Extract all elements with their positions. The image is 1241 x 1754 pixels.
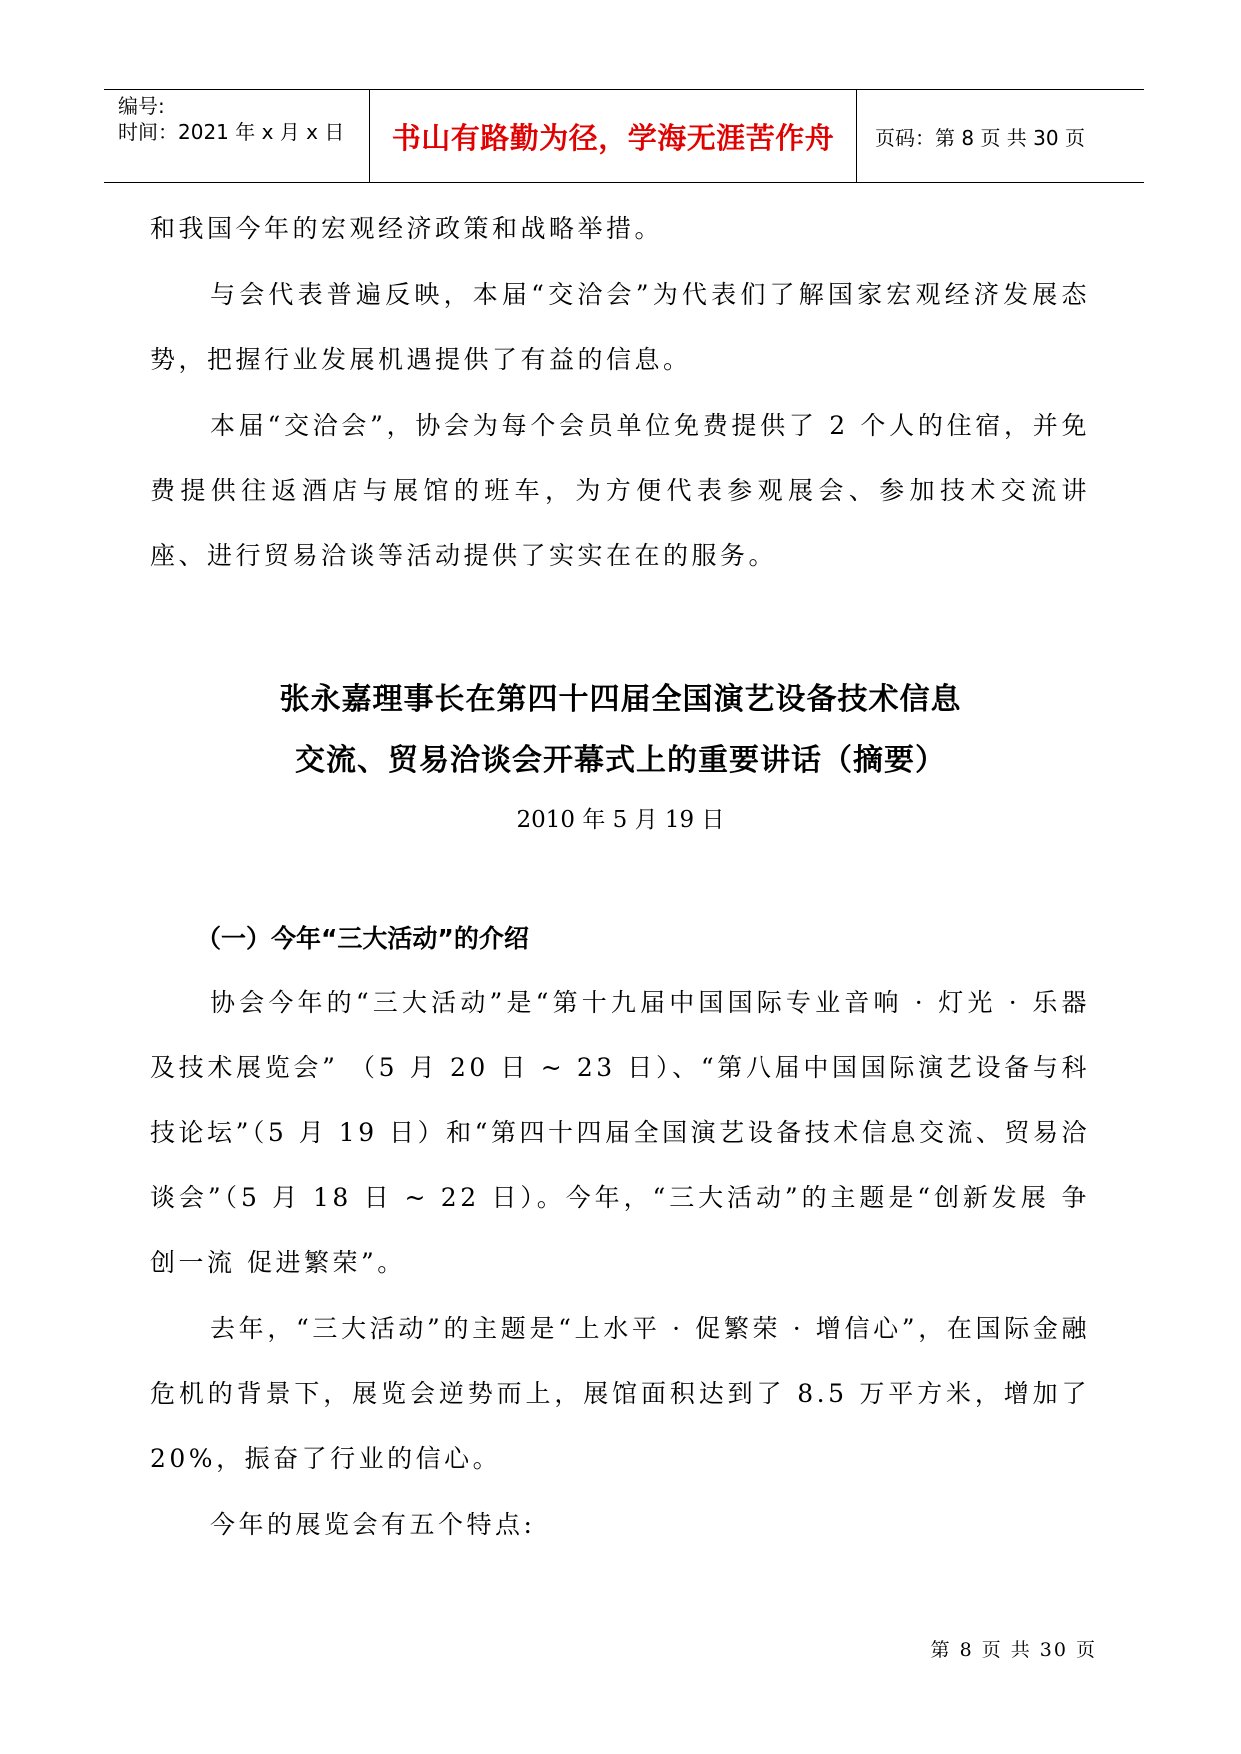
header-motto: 书山有路勤为径，学海无涯苦作舟 xyxy=(391,120,835,155)
page-footer: 第 8 页 共 30 页 xyxy=(930,1639,1097,1661)
paragraph-5: 去年，“三大活动”的主题是“上水平 · 促繁荣 · 增信心”，在国际金融危机的背景下，展览会逆势而上，展馆面积达到了 8.5 万平方米，增加了 20%，振奋了行业的信心。 xyxy=(150,1314,1090,1473)
paragraph-6: 今年的展览会有五个特点: xyxy=(210,1510,536,1539)
header-page-cell xyxy=(857,90,1144,182)
header-info-cell xyxy=(104,90,369,182)
speech-title-line-1: 张永嘉理事长在第四十四届全国演艺设备技术信息 xyxy=(279,682,962,717)
section-heading-1: （一）今年“三大活动”的介绍 xyxy=(196,924,529,953)
header-time-label: 时间：2021 年 x 月 x 日 xyxy=(118,120,345,144)
paragraph-1: 和我国今年的宏观经济政策和战略举措。 xyxy=(150,214,664,243)
paragraph-2: 与会代表普遍反映，本届“交洽会”为代表们了解国家宏观经济发展态势，把握行业发展机遇提供了有益的信息。 xyxy=(150,280,1090,374)
page-header xyxy=(104,89,1144,183)
header-motto-cell xyxy=(369,90,857,182)
header-page-code: 页码：第 8 页 共 30 页 xyxy=(875,125,1085,150)
paragraph-4: 协会今年的“三大活动”是“第十九届中国国际专业音响 · 灯光 · 乐器及技术展览会” （5 月 20 日 ~ 23 日）、“第八届中国国际演艺设备与科技论坛”（5 月 19 日）和“第四十四届全国演艺设备技术信息交流、贸易洽谈会”（5 月 18 日 ~ 22 日）。今年，“三大活动”的主题是“创新发展 争创一流 促进繁荣”。 xyxy=(150,988,1090,1277)
speech-date: 2010 年 5 月 19 日 xyxy=(516,807,725,833)
paragraph-3: 本届“交洽会”，协会为每个会员单位免费提供了 2 个人的住宿，并免费提供往返酒店与展馆的班车，为方便代表参观展会、参加技术交流讲座、进行贸易洽谈等活动提供了实实在在的服务。 xyxy=(150,411,1090,570)
speech-title-line-2: 交流、贸易洽谈会开幕式上的重要讲话（摘要） xyxy=(295,743,946,778)
header-number-label: 编号: xyxy=(118,94,165,118)
